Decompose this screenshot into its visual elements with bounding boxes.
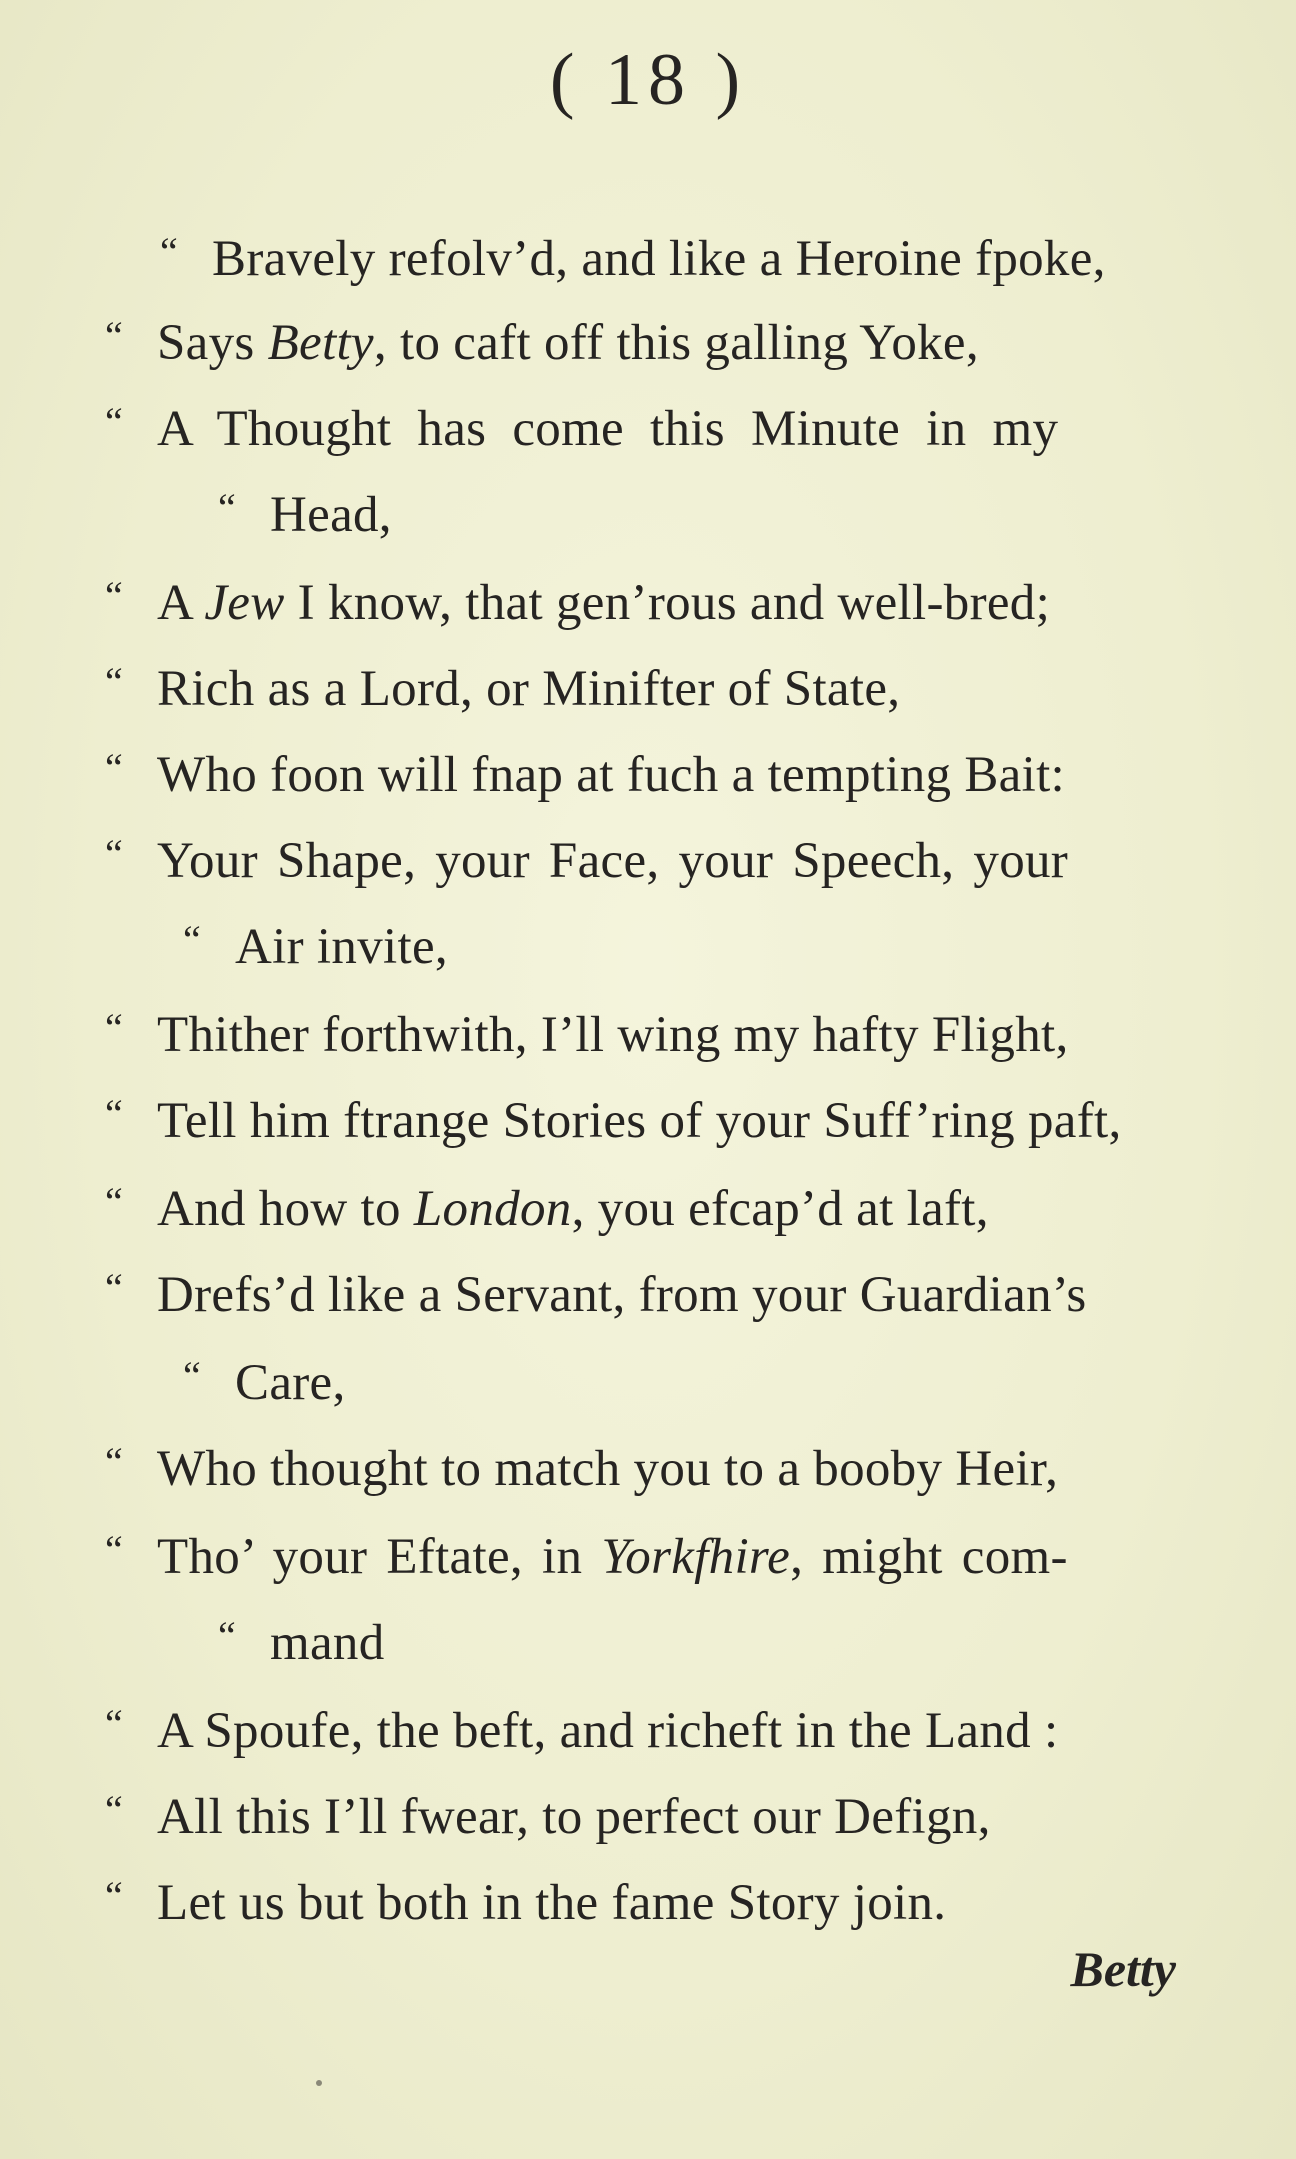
line-text: Your Shape, your Face, your Speech, your xyxy=(157,833,1069,889)
line-text: , to caft off this galling Yoke, xyxy=(373,315,979,371)
poem-line xyxy=(105,1265,1087,1323)
line-text: Tell him ftrange Stories of your Suff’ring paft, xyxy=(157,1093,1122,1149)
line-text: Air invite, xyxy=(235,919,448,975)
opening-quote: “ xyxy=(218,485,237,530)
poem-line xyxy=(105,1873,947,1931)
italic-name: Jew xyxy=(204,575,285,631)
opening-quote: “ xyxy=(105,831,124,876)
opening-quote: “ xyxy=(183,1353,202,1398)
poem-line xyxy=(218,1613,385,1671)
opening-quote: “ xyxy=(218,1613,237,1658)
line-text: Thither forthwith, I’ll wing my hafty Flight, xyxy=(157,1007,1069,1063)
line-text: And how to xyxy=(157,1181,414,1237)
line-text: Drefs’d like a Servant, from your Guardian’s xyxy=(157,1267,1087,1323)
page-number: ( 18 ) xyxy=(549,39,747,121)
opening-quote: “ xyxy=(105,1439,124,1484)
poem-line xyxy=(105,831,1069,889)
opening-quote: “ xyxy=(183,917,202,962)
line-text: A Thought has come this Minute in my xyxy=(157,401,1059,457)
poem-line xyxy=(105,313,979,371)
line-text: Rich as a Lord, or Minifter of State, xyxy=(157,661,901,717)
poem-line xyxy=(105,1787,991,1845)
opening-quote: “ xyxy=(105,745,124,790)
opening-quote: “ xyxy=(105,1527,124,1572)
italic-place: London xyxy=(413,1181,572,1237)
poem-line xyxy=(105,1439,1059,1497)
opening-quote: “ xyxy=(105,1873,124,1918)
italic-place: Yorkfhire xyxy=(601,1529,791,1585)
poem-line xyxy=(105,745,1066,803)
line-text: Who foon will fnap at fuch a tempting Bait: xyxy=(157,747,1066,803)
poem-line xyxy=(105,399,1059,457)
poem-line xyxy=(105,659,901,717)
line-text: A xyxy=(157,575,205,631)
opening-quote: “ xyxy=(105,1091,124,1136)
poem-line xyxy=(105,573,1051,631)
opening-quote: “ xyxy=(160,229,179,274)
opening-quote: “ xyxy=(105,399,124,444)
poem-line xyxy=(105,1005,1069,1063)
line-text: Care, xyxy=(235,1355,346,1411)
poem-line xyxy=(183,1353,346,1411)
line-text: A Spoufe, the beft, and richeft in the Land : xyxy=(157,1703,1059,1759)
line-text: mand xyxy=(270,1615,385,1671)
poem-line xyxy=(105,1527,1068,1585)
opening-quote: “ xyxy=(105,1265,124,1310)
poem-line xyxy=(183,917,448,975)
opening-quote: “ xyxy=(105,1179,124,1224)
poem-line xyxy=(105,1701,1059,1759)
line-text: All this I’ll fwear, to perfect our Defign, xyxy=(157,1789,991,1845)
poem-line xyxy=(105,1091,1122,1149)
line-text: Tho’ your Eftate, in xyxy=(157,1529,602,1585)
opening-quote: “ xyxy=(105,313,124,358)
line-text: Let us but both in the fame Story join. xyxy=(157,1875,947,1931)
opening-quote: “ xyxy=(105,1787,124,1832)
ink-speck xyxy=(316,2080,322,2086)
line-text: Head, xyxy=(270,487,392,543)
line-text: I know, that gen’rous and well-bred; xyxy=(284,575,1051,631)
opening-quote: “ xyxy=(105,573,124,618)
line-text: Says xyxy=(157,315,268,371)
opening-quote: “ xyxy=(105,1005,124,1050)
poem-line xyxy=(160,229,1106,287)
italic-name: Betty xyxy=(267,315,374,371)
line-text: Bravely refolv’d, and like a Heroine fpoke, xyxy=(212,231,1106,287)
line-text: , you efcap’d at laft, xyxy=(571,1181,989,1237)
opening-quote: “ xyxy=(105,1701,124,1746)
poem-line xyxy=(105,1179,989,1237)
line-text: , might com- xyxy=(790,1529,1068,1585)
opening-quote: “ xyxy=(105,659,124,704)
poem-line xyxy=(218,485,392,543)
line-text: Who thought to match you to a booby Heir, xyxy=(157,1441,1059,1497)
catchword: Betty xyxy=(1070,1941,1176,1997)
